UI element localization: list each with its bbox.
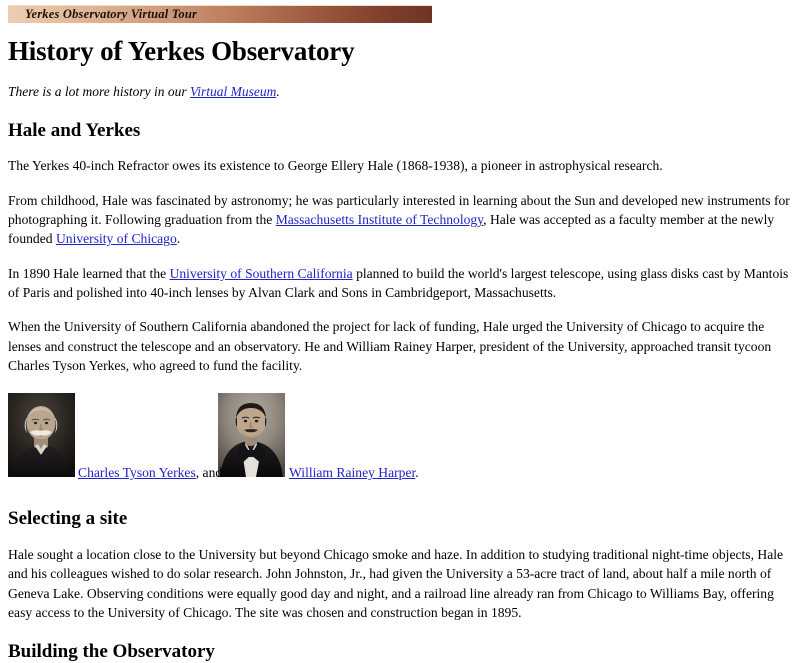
virtual-museum-link[interactable]: Virtual Museum: [190, 83, 277, 99]
paragraph-text: In 1890 Hale learned that the: [8, 265, 170, 281]
portrait-image-harper: [218, 393, 285, 477]
paragraph-refractor-origin: The Yerkes 40-inch Refractor owes its existence to George Ellery Hale (1868-1938), a pioneer in astrophysical research.: [8, 158, 663, 174]
site-banner-title: Yerkes Observatory Virtual Tour: [25, 7, 198, 21]
portrait-william-rainey-harper[interactable]: [218, 393, 285, 477]
paragraph-text: From childhood, Hale was fascinated by astronomy; he was particularly interested in learning about the Sun and developed new instruments for photographing it. Following graduation from the: [8, 192, 790, 228]
mit-link[interactable]: Massachusetts Institute of Technology: [275, 212, 484, 228]
caption-segment-harper: [289, 463, 419, 482]
portrait-charles-tyson-yerkes[interactable]: [8, 393, 75, 477]
page-title: History of Yerkes Observatory: [8, 36, 355, 66]
paragraph-text: , Hale was accepted as a faculty member at the newly founded: [8, 212, 775, 247]
banner-wrapper: [8, 0, 792, 23]
portrait-image-yerkes: [8, 393, 75, 477]
section-heading-building-the-observatory: Building the Observatory: [8, 641, 215, 663]
paragraph-text: planned to build the world's largest telescope, using glass disks cast by Mantois of Paris and polished into 40-inch lenses by Alvan Clark and Sons in Cambridgeport, Massachusetts.: [8, 265, 789, 300]
site-banner: [8, 5, 432, 23]
portrait-row: [8, 393, 792, 489]
section-heading-selecting-a-site: Selecting a site: [8, 508, 128, 530]
paragraph-hale-education: [8, 191, 792, 249]
caption-segment-yerkes: [78, 463, 222, 482]
paragraph-site-selection: Hale sought a location close to the University but beyond Chicago smoke and haze. In addition to studying traditional night-time objects, Hale and his colleagues wished to do solar research. John Johnston, Jr., had given the University a 53-acre tract of land, about half a mile north of Geneva Lake. Observing conditions were equally good day and night, and a railroad line already ran from Chicago to Williams Bay, offering easy access to the University of Chicago. The site was chosen and construction began in 1895.: [8, 547, 784, 620]
caption-separator: , and: [195, 465, 223, 481]
paragraph-text: .: [176, 231, 181, 247]
william-rainey-harper-link[interactable]: William Rainey Harper: [289, 465, 416, 481]
caption-trailing: .: [415, 465, 419, 481]
paragraph-usc-telescope: [8, 264, 792, 303]
charles-tyson-yerkes-link[interactable]: Charles Tyson Yerkes: [78, 465, 196, 481]
lede-paragraph: [8, 84, 792, 101]
usc-link[interactable]: University of Southern California: [169, 265, 353, 281]
lede-text-before: There is a lot more history in our: [8, 83, 190, 99]
university-of-chicago-link[interactable]: University of Chicago: [55, 231, 177, 247]
lede-text-after: .: [276, 83, 280, 99]
section-heading-hale-and-yerkes: Hale and Yerkes: [8, 119, 141, 141]
paragraph-funding-yerkes: When the University of Southern California abandoned the project for lack of funding, Hale urged the University of Chicago to acquire the lenses and construct the telescope and an observatory. He and William Rainey Harper, president of the University, approached transit tycoon Charles Tyson Yerkes, who agreed to fund the facility.: [8, 319, 772, 373]
